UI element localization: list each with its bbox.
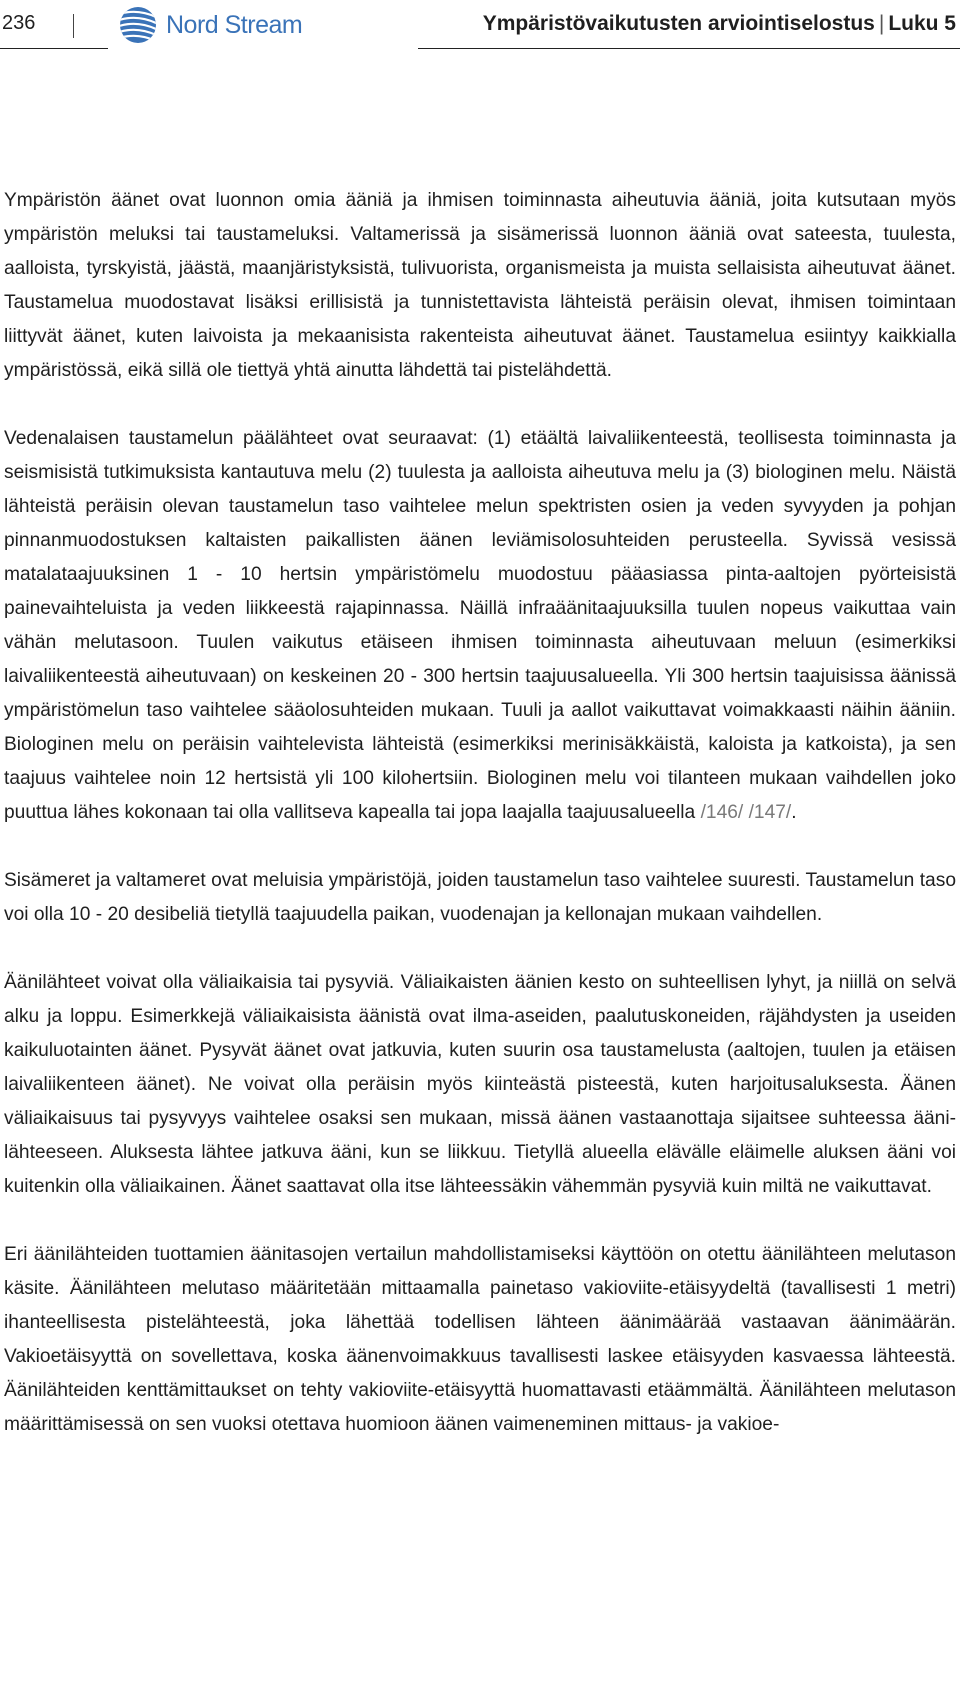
paragraph-2-text: Vedenalaisen taustamelun päälähteet ovat seuraavat: (1) etäältä laivaliikenteestä, teollisesta toiminnasta ja seismisistä tutkimuksista kantautuva melu (2) tuulesta ja aalloista aiheutuva melu ja (3) biologinen melu. Näistä lähteistä peräisin olevan taustamelun taso vaihtelee melun spektristen osien ja veden syvyyden ja pohjan pinnanmuodostuksen kaltaisten paikallisten äänen leviämisolosuhteiden perusteella. Syvissä vesissä matalataajuuksinen 1 - 10 hertsin ympäristömelu muodostuu pääasiassa pinta-aaltojen pyörteisistä painevaihteluista ja veden liikkeestä rajapinnassa. Näillä infraäänitaajuuksilla tuulen nopeus vaikuttaa vain vähän melutasoon. Tuulen vaikutus etäiseen ihmisen toiminnasta aiheutuvaan meluun (esimerkiksi laivaliikenteestä aiheutuvaan) on keskeinen 20 - 300 hertsin taajuusalueella. Yli 300 hertsin taajuisissa äänissä ympäristömelun taso vaihtelee sääolosuhteiden mukaan. Tuuli ja aallot vaikuttavat voimakkaasti näihin ääniin. Biologinen melu on peräisin vaihtelevista lähteistä (esimerkiksi merinisäkkäistä, kaloista ja katkoista), ja sen taajuus vaihtelee noin 12 hertsistä yli 100 kilohertsiin. Biologinen melu voi tilanteen mukaan vaihdellen joko puuttua lähes kokonaan tai olla vallitseva kapealla tai jopa laajalla taajuusalueella <box>4 428 956 823</box>
logo-text: Nord Stream <box>166 10 303 39</box>
document-title <box>483 12 956 36</box>
reference-link[interactable]: /146/ /147/ <box>700 802 792 823</box>
paragraph-2 <box>4 422 956 830</box>
title-separator: | <box>878 12 885 35</box>
header-divider <box>73 14 74 38</box>
paragraph-5: Eri äänilähteiden tuottamien äänitasojen vertailun mahdollistamiseksi käyttöön on otettu äänilähteen melutason käsite. Äänilähteen melutaso määritetään mittaamalla painetaso vakioviite-etäisyydeltä (tavallisesti 1 metri) ihanteellisesta pistelähteestä, joka lähettää todellisen lähteen äänimäärää vastaavan äänimäärän. Vakioetäisyyttä on sovellettava, koska äänenvoimakkuus tavallisesti laskee etäisyyden kasvaessa lähteestä. Äänilähteiden kenttämittaukset on tehty vakioviite-etäisyyttä huomattavasti etäämmältä. Äänilähteen melutason määrittämisessä on sen vuoksi otettava huomioon äänen vaimeneminen mittaus- ja vakioe- <box>4 1244 956 1435</box>
body-text <box>4 184 956 1476</box>
page-header <box>0 0 960 52</box>
paragraph-2-tail: . <box>791 802 797 823</box>
header-rule-right <box>418 48 960 49</box>
document-title-main: Ympäristövaikutusten arviointiselostus <box>482 12 875 35</box>
paragraph-1: Ympäristön äänet ovat luonnon omia ääniä ja ihmisen toiminnasta aiheutuvia ääniä, joita kutsutaan myös ympäristön meluksi tai taustameluksi. Valtamerissä ja sisämerissä luonnon ääniä ovat sateesta, tuulesta, aalloista, tyrskyistä, jäästä, maanjäristyksistä, tulivuorista, organismeista ja muista sellaisista aiheutuvat äänet. Taustamelua muodostavat lisäksi erillisistä ja tunnistettavista lähteistä peräisin olevat, ihmisen toimintaan liittyvät äänet, kuten laivoista ja mekaanisista rakenteista aiheutuvat äänet. Taustamelua esiintyy kaikkialla ympäristössä, eikä sillä ole tiettyä yhtä ainutta lähdettä tai pistelähdettä. <box>4 190 956 381</box>
page-number: 236 <box>2 12 36 34</box>
chapter-label: Luku 5 <box>888 12 956 35</box>
paragraph-4: Äänilähteet voivat olla väliaikaisia tai pysyviä. Väliaikaisten äänien kesto on suhteellisen lyhyt, ja niillä on selvä alku ja loppu. Esimerkkejä väliaikaisista äänistä ovat ilma-aseiden, paalutuskoneiden, räjähdysten ja useiden kaikuluotainten äänet. Pysyvät äänet ovat jatkuvia, kuten suurin osa taustamelusta (aaltojen, tuulen ja etäisen laivaliikenteen äänet). Ne voivat olla peräisin myös kiinteästä pisteestä, kuten harjoitusaluksesta. Äänen väliaikaisuus tai pysyvyys vaihtelee osaksi sen mukaan, missä äänen vastaanottaja sijaitsee suhteessa äänilähteeseen. Aluksesta lähtee jatkuva ääni, kun se liikkuu. Tietyllä alueella elävälle eläimelle aluksen ääni voi kuitenkin olla väliaikainen. Äänet saattavat olla itse lähteessäkin vähemmän pysyviä kuin miltä ne vaikuttavat. <box>4 972 956 1197</box>
header-rule-left <box>0 48 108 49</box>
paragraph-3: Sisämeret ja valtameret ovat meluisia ympäristöjä, joiden taustamelun taso vaihtelee suuresti. Taustamelun taso voi olla 10 - 20 desibeliä tietyllä taajuudella paikan, vuodenajan ja kellonajan mukaan vaihdellen. <box>4 870 956 925</box>
globe-logo-icon <box>118 5 158 45</box>
nord-stream-logo <box>118 5 302 45</box>
